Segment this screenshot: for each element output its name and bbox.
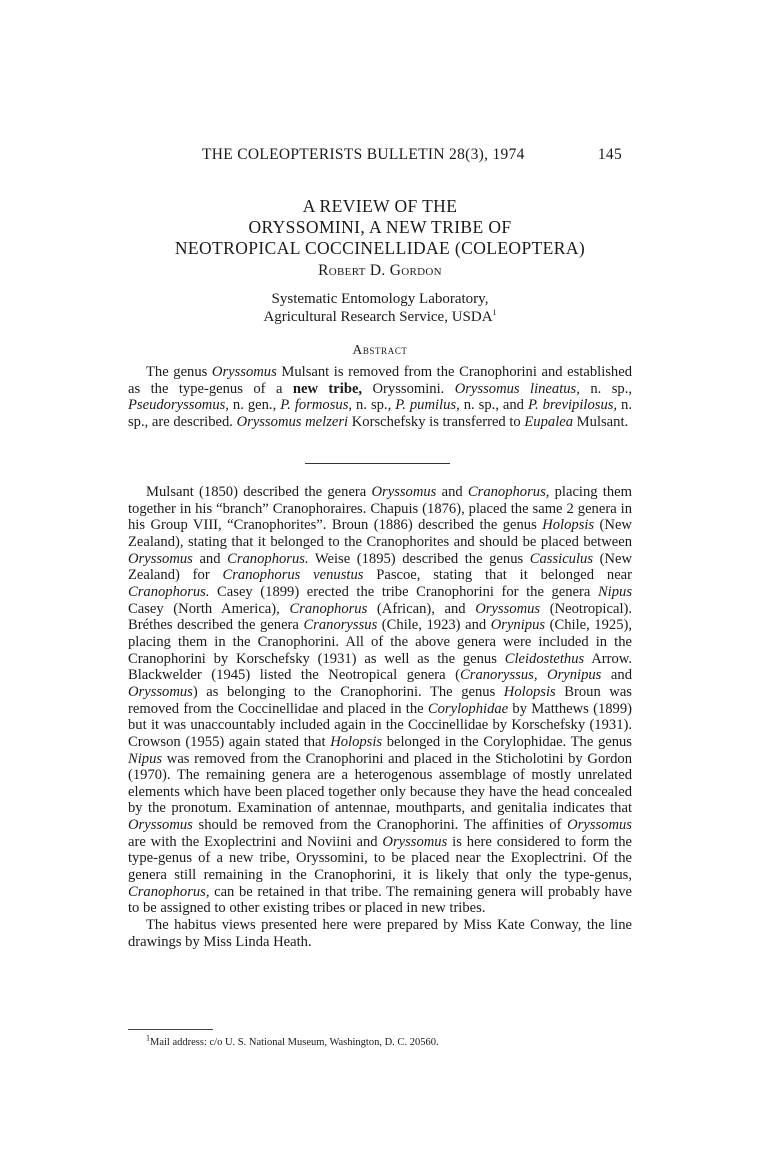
abstract-text-run: n. sp., <box>579 380 632 397</box>
body-text-run: and <box>192 550 228 567</box>
body-text-run: Weise (1895) described the genus <box>308 550 530 567</box>
body-text-run: (New Zealand), stating that it belonged to the Cranophorites and should be placed between <box>128 517 632 550</box>
title-line-1: A REVIEW OF THE <box>302 196 458 216</box>
abstract-text-run: n. sp., <box>352 397 396 414</box>
section-divider <box>305 463 450 464</box>
taxon-name: Oryssomus <box>128 817 193 834</box>
species-name: P. formosus, <box>280 397 353 414</box>
abstract-text-run: n. gen., <box>228 397 281 414</box>
taxon-name: Oryssomus <box>567 817 632 834</box>
genus-name: Oryssomus <box>211 364 277 380</box>
taxon-name: Oryssomus <box>128 683 193 700</box>
abstract-text-run: The genus <box>146 364 212 380</box>
taxon-name: Cranophorus venustus <box>222 567 364 584</box>
body-text-run: placing them together in his “branch” Cranophoraires. Chapuis (1876), placed the same 2 genera in his Group VIII, “Cranophorites”. Broun (1886) described the genus <box>128 484 632 534</box>
abstract-text-run: Mulsant is removed from the Cranophorini and established as the type-genus of a <box>128 364 632 397</box>
author-name: Robert D. Gordon <box>318 262 442 279</box>
taxon-name: Holopsis <box>503 683 556 700</box>
footnote <box>146 1033 626 1049</box>
footnote-mark: 1 <box>146 1033 150 1043</box>
taxon-name: Cranophorus. <box>227 550 309 567</box>
footnote-text: Mail address: c/o U. S. National Museum, Washington, D. C. 20560. <box>150 1037 439 1048</box>
body-text-run: (Neotropical). Bréthes described the genera <box>128 600 633 634</box>
footnote-divider <box>128 1029 213 1030</box>
body-text-run: was removed from the Cranophorini and placed in the Sticholotini by Gordon (1970). The remaining genera are a heterogenous assemblage of mostly unrelated elements which have been placed together only because they have the head concealed by the pronotum. Examination of antennae, mouthparts, and genitalia indicates that <box>128 750 632 817</box>
taxon-name: Holopsis <box>330 733 383 750</box>
taxon-name: Cranophorus, <box>467 484 550 500</box>
taxon-name: Cranophorus <box>289 600 368 617</box>
body-text-run: Pascoe, stating that it belonged near <box>363 567 633 584</box>
body-paragraph-1 <box>128 484 632 917</box>
title-line-3: NEOTROPICAL COCCINELLIDAE (COLEOPTERA) <box>174 238 586 258</box>
genus-name: Eupalea <box>524 414 574 431</box>
taxon-name: Oryssomus <box>128 550 193 567</box>
article-title <box>130 196 630 259</box>
body-text-run: are with the Exoplectrini and Noviini and <box>128 833 383 850</box>
body-text-run: by Matthews (1899) but it was unaccountably included again in the Coccinellidae by Korschefsky (1931). Crowson (1955) again stated that <box>128 700 632 750</box>
new-tribe-emphasis: new tribe, <box>292 380 363 397</box>
body-text-run: and <box>436 484 468 500</box>
taxon-name: Cleidostethus <box>504 650 585 667</box>
body-text-run: (African), and <box>367 600 476 617</box>
abstract-text-run: Korschefsky is transferred to <box>348 414 525 431</box>
body-text-run: Arrow. Blackwelder (1945) listed the Neotropical genera ( <box>128 650 633 684</box>
affiliation-line-2-text: Agricultural Research Service, USDA <box>263 309 493 325</box>
taxon-name: Corylophidae <box>427 700 509 717</box>
species-name: P. pumilus, <box>395 397 460 414</box>
taxon-name: Nipus <box>597 583 632 600</box>
journal-citation: THE COLEOPTERISTS BULLETIN 28(3), 1974 <box>202 146 525 163</box>
species-name: Oryssomus melzeri <box>236 414 349 431</box>
taxon-name: Cranoryssus, Orynipus <box>460 667 602 684</box>
affiliation-footnote-mark: 1 <box>492 308 497 317</box>
taxon-name: Holopsis <box>542 517 595 534</box>
taxon-name: Oryssomus <box>382 833 448 850</box>
species-name: P. brevipilosus, <box>527 397 618 414</box>
title-line-2: ORYSSOMINI, A NEW TRIBE OF <box>248 217 512 237</box>
body-paragraph-2: The habitus views presented here were prepared by Miss Kate Conway, the line drawings by Miss Linda Heath. <box>128 917 632 950</box>
abstract-text-run: Oryssomini. <box>362 380 455 397</box>
taxon-name: Cranoryssus <box>303 617 378 634</box>
body-text-run: can be retained in that tribe. The remaining genera will probably have to be assigned to other existing tribes or placed in new tribes. <box>128 883 632 917</box>
affiliation-line-1: Systematic Entomology Laboratory, <box>271 291 489 307</box>
body-text-run: is here considered to form the type-genus of a new tribe, Oryssomini, to be placed near the Exoplectrini. Of the genera still remaining in the Cranophorini, it is likely that only the type-genus, <box>128 833 633 884</box>
body-text-run: (New Zealand) for <box>128 550 632 584</box>
body-text-run: Mulsant (1850) described the genera <box>146 484 372 500</box>
affiliation-line-2 <box>130 308 630 326</box>
page-number: 145 <box>597 146 622 163</box>
abstract-text-run: n. sp., are described. <box>128 397 633 431</box>
taxon-name: Cranophorus. <box>128 583 210 600</box>
affiliation <box>130 290 630 326</box>
abstract-text <box>128 364 632 431</box>
taxon-name: Cranophorus, <box>128 883 210 900</box>
body-text-run: Casey (North America), <box>128 600 290 617</box>
body-text-run: belonged in the Corylophidae. The genus <box>382 733 632 750</box>
taxon-name: Oryssomus <box>371 484 437 500</box>
taxon-name: Orynipus <box>490 617 546 634</box>
body-text-run: (Chile, 1925), placing them in the Cranophorini. All of the above genera were included in the Cranophorini by Korschefsky (1931) as well as the genus <box>128 617 632 667</box>
abstract-text-run: n. sp., and <box>459 397 528 414</box>
article-body <box>128 484 632 950</box>
taxon-name: Oryssomus <box>475 600 541 617</box>
body-text-run: (Chile, 1923) and <box>377 617 491 634</box>
abstract-text-run: Mulsant. <box>573 414 629 431</box>
body-text-run: Casey (1899) erected the tribe Cranophorini for the genera <box>209 583 598 600</box>
abstract-heading: Abstract <box>352 342 408 357</box>
taxon-name: Nipus <box>128 750 163 767</box>
taxon-name: Cassiculus <box>529 550 593 567</box>
genus-name: Pseudoryssomus, <box>128 397 229 414</box>
body-text-run: should be removed from the Cranophorini. The affinities of <box>192 817 568 834</box>
species-name: Oryssomus lineatus, <box>454 380 580 397</box>
body-text-run: ) as belonging to the Cranophorini. The genus <box>192 683 504 700</box>
body-text-run: Broun was removed from the Coccinellidae and placed in the <box>128 683 632 717</box>
body-text-run: and <box>601 667 632 684</box>
